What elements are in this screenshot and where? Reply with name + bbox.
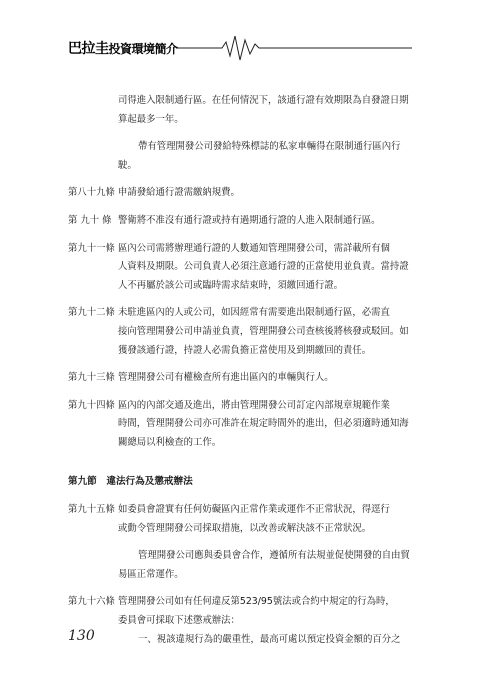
article-text: 管理開發公司應與委員會合作，遵循所有法規並促使開發的自由貿 (138, 550, 410, 562)
article-93 (0, 369, 480, 388)
article-94 (0, 397, 480, 453)
article-95-paragraph-2 (0, 547, 480, 584)
document-body (0, 92, 480, 649)
text-line: 帶有管理開發公司發給特殊標誌的私家車輛得在限制通行區內行 (138, 141, 401, 153)
page-header (0, 0, 480, 70)
article-number: 第九十三條 (68, 372, 115, 384)
article-90 (0, 212, 480, 231)
text-line: 駛。 (118, 159, 137, 171)
article-text: 管理開發公司有權檢查所有進出區內的車輛與行人。 (118, 372, 334, 384)
article-number: 第八十九條 (68, 187, 115, 199)
article-92 (0, 304, 480, 360)
page-number: 130 (68, 628, 95, 644)
article-text: 易區正常運作。 (118, 568, 184, 580)
article-text: 人不再屬於該公司或臨時需求結束時，須繳回通行證。 (118, 279, 344, 291)
article-text: 區內的內部交通及進出，將由管理開發公司訂定內部規章規範作業 (118, 399, 390, 411)
article-text: 區內公司需將辦理通行證的人數通知管理開發公司，需詳載所有個 (118, 242, 390, 254)
article-number: 第九十一條 (68, 242, 115, 254)
article-text: 警衛將不准沒有通行證或持有過期通行證的人進入限制通行區。 (118, 214, 381, 226)
header-title-sub: 投資環境簡介 (108, 42, 178, 56)
header-title-main: 巴拉圭 (68, 41, 109, 57)
continued-paragraph (0, 92, 480, 129)
text-line: 算起最多一年。 (118, 113, 184, 125)
article-91 (0, 240, 480, 296)
article-text: 時間，管理開發公司亦可准許在規定時間外的進出，但必須適時通知海 (118, 418, 409, 430)
heartbeat-line-icon (0, 0, 480, 70)
article-text: 或動令管理開發公司採取措施，以改善或解決該不正常狀況。 (118, 522, 372, 534)
article-text: 接向管理開發公司申請並負責，管理開發公司查核後將核發或駁回。如 (118, 325, 409, 337)
article-text: 獲發該通行證，持證人必需負擔正當使用及到期繳回的責任。 (118, 344, 372, 356)
article-text: 委員會可採取下述懲戒辦法： (118, 615, 240, 627)
list-item: 一、視該違規行為的嚴重性，最高可處以預定投資金額的百分之 (138, 633, 401, 645)
article-text: 人資料及期限。公司負責人必須注意通行證的正當使用並負責。當持證 (118, 261, 409, 273)
paragraph (0, 138, 480, 175)
article-95 (0, 501, 480, 538)
header-title (68, 38, 178, 58)
text-line: 司得進入限制通行區。在任何情況下，該通行證有效期限為自發證日期 (118, 95, 409, 106)
article-number: 第九十五條 (68, 504, 115, 516)
section-heading: 第九節 違法行為及懲戒辦法 (68, 475, 193, 487)
article-number: 第 九十 條 (68, 214, 112, 226)
article-text: 如委員會證實有任何妨礙區內正常作業或運作不正常狀況，得逕行 (118, 504, 390, 516)
article-89 (0, 184, 480, 203)
article-text: 申請發給通行證需繳納規費。 (118, 187, 240, 199)
article-text: 關總局以利檢查的工作。 (118, 436, 222, 448)
article-text: 未駐進區內的人或公司，如因經常有需要進出限制通行區，必需直 (118, 307, 390, 319)
article-number: 第九十六條 (68, 596, 115, 608)
article-number: 第九十四條 (68, 399, 115, 411)
article-text: 管理開發公司如有任何違反第523/95號法或合約中規定的行為時， (118, 596, 395, 608)
article-number: 第九十二條 (68, 307, 115, 319)
